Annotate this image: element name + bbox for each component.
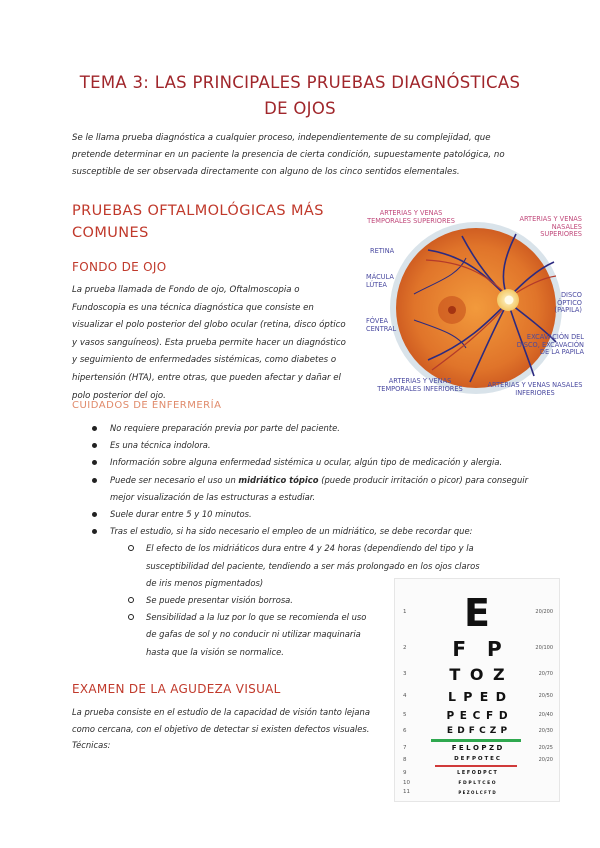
row-score: 20/70 bbox=[538, 671, 553, 677]
row-number: 4 bbox=[403, 693, 407, 699]
label-arterias-sup-temp: ARTERIAS Y VENAS TEMPORALES SUPERIORES bbox=[367, 209, 455, 225]
row-score: 20/25 bbox=[538, 745, 553, 751]
row-letters: P E C F D bbox=[446, 710, 508, 722]
cuidados-heading: CUIDADOS DE ENFERMERÍA bbox=[72, 400, 222, 411]
agudeza-paragraph bbox=[72, 704, 382, 754]
chart-row bbox=[395, 788, 559, 797]
row-score: 20/40 bbox=[538, 712, 553, 718]
label-macula: MÁCULA LÚTEA bbox=[366, 273, 394, 289]
row-number: 8 bbox=[403, 757, 407, 763]
list-item: No requiere preparación previa por parte del paciente. bbox=[92, 420, 530, 437]
chart-row bbox=[395, 665, 559, 685]
row-letters: E bbox=[464, 591, 490, 635]
fondo-paragraph: La prueba llamada de Fondo de ojo, Oftalmoscopia o Fundoscopia es una técnica diagnóstica que consiste en visualizar el polo posterior del globo ocular (retina, disco óptico y vasos sanguíneos). Esta prueba permite hacer un diagnóstico y seguimiento de enfermedades sistémicas, como diabetes o hipertensión (HTA), entre otras, que pueden afectar y dañar el polo posterior del ojo. bbox=[72, 285, 346, 401]
fundus-background bbox=[396, 228, 556, 388]
title-line-2: DE OJOS bbox=[264, 99, 336, 118]
row-letters: D E F P O T E C bbox=[454, 756, 500, 762]
row-score: 20/30 bbox=[538, 728, 553, 734]
row-letters: F P bbox=[452, 637, 502, 661]
row-letters: T O Z bbox=[449, 665, 505, 684]
chart-row bbox=[395, 709, 559, 723]
chart-row bbox=[395, 637, 559, 661]
chart-row bbox=[395, 779, 559, 788]
label-excavacion: EXCAVACIÓN DEL DISCO, EXCAVACIÓN DE LA PAPILA bbox=[516, 333, 584, 357]
row-number: 5 bbox=[403, 712, 407, 718]
section-heading: PRUEBAS OFTALMOLÓGICAS MÁS COMUNES bbox=[72, 203, 324, 241]
green-line bbox=[431, 739, 521, 742]
row-number: 2 bbox=[403, 645, 407, 651]
list-item-text: Puede ser necesario el uso un bbox=[110, 474, 239, 485]
agudeza-heading: EXAMEN DE LA AGUDEZA VISUAL bbox=[72, 682, 281, 696]
list-item: Información sobre alguna enfermedad sistémica u ocular, algún tipo de medicación y alergia. bbox=[92, 454, 530, 471]
row-score: 20/100 bbox=[535, 645, 553, 651]
row-letters: L P E D bbox=[447, 689, 507, 704]
row-score: 20/50 bbox=[538, 693, 553, 699]
row-number: 9 bbox=[403, 770, 407, 776]
chart-row bbox=[395, 725, 559, 737]
chart-row bbox=[395, 689, 559, 705]
disc-excavation bbox=[505, 296, 514, 305]
row-score: 20/20 bbox=[538, 757, 553, 763]
label-fovea: FÓVEA CENTRAL bbox=[366, 317, 397, 333]
eye-fundus-diagram bbox=[366, 206, 584, 404]
label-retina: RETINA bbox=[370, 247, 395, 255]
midriatico-bold: midriático tópico bbox=[238, 474, 319, 485]
sub-list-item: El efecto de los midriáticos dura entre 4 y 24 horas (dependiendo del tipo y la susceptibilidad del paciente, tendiendo a ser más prolongado en los ojos claros de iris menos pigmentados) bbox=[128, 540, 482, 592]
snellen-chart bbox=[394, 578, 560, 802]
list-item-text: (puede producir irritación o picor) para conseguir mejor visualización de las estructuras a estudiar. bbox=[110, 474, 529, 502]
label-arterias-inf-nas: ARTERIAS Y VENAS NASALES INFERIORES bbox=[487, 381, 583, 397]
row-letters: P E Z O L C F T D bbox=[458, 790, 496, 795]
sub-list-item: Se puede presentar visión borrosa. bbox=[128, 592, 378, 609]
row-number: 6 bbox=[403, 728, 407, 734]
list-item: Es una técnica indolora. bbox=[92, 437, 530, 454]
label-arterias-inf-temp: ARTERIAS Y VENAS TEMPORALES INFERIORES bbox=[377, 377, 463, 393]
row-letters: E D F C Z P bbox=[446, 726, 508, 736]
title-line-1: TEMA 3: LAS PRINCIPALES PRUEBAS DIAGNÓSTICAS bbox=[79, 73, 521, 92]
fondo-heading: FONDO DE OJO bbox=[72, 260, 167, 274]
tecnicas-label: Técnicas: bbox=[72, 740, 111, 750]
red-line bbox=[435, 765, 517, 767]
label-disco: DISCO ÓPTICO (PAPILA) bbox=[554, 291, 582, 315]
list-item-text: Tras el estudio, si ha sido necesario el empleo de un midriático, se debe recordar que: bbox=[110, 526, 473, 537]
chart-row bbox=[395, 755, 559, 764]
row-letters: F E L O P Z D bbox=[451, 744, 503, 752]
row-number: 7 bbox=[403, 745, 407, 751]
intro-paragraph: Se le llama prueba diagnóstica a cualquier proceso, independientemente de su complejidad, que pretende determinar en un paciente la presencia de cierta condición, supuestamente patológica, no susceptible de ser observada directamente con alguno de los cinco sentidos elementales. bbox=[72, 133, 505, 177]
fovea-spot bbox=[448, 306, 456, 314]
row-number: 1 bbox=[403, 609, 407, 615]
row-letters: F D P L T C E O bbox=[458, 781, 496, 786]
row-number: 3 bbox=[403, 671, 407, 677]
list-item: Suele durar entre 5 y 10 minutos. bbox=[92, 506, 530, 523]
row-score: 20/200 bbox=[535, 609, 553, 615]
sub-list-item: Sensibilidad a la luz por lo que se recomienda el uso de gafas de sol y no conducir ni utilizar maquinaria hasta que la visión se normalice. bbox=[128, 609, 378, 661]
row-number: 11 bbox=[403, 789, 410, 795]
row-letters: L E F O D P C T bbox=[457, 771, 497, 776]
chart-row bbox=[395, 743, 559, 753]
row-number: 10 bbox=[403, 780, 410, 786]
chart-row bbox=[395, 769, 559, 778]
label-arterias-sup-nas: ARTERIAS Y VENAS NASALES SUPERIORES bbox=[519, 215, 582, 239]
list-item bbox=[92, 472, 530, 506]
chart-row bbox=[395, 593, 559, 633]
page-title bbox=[60, 70, 540, 122]
agudeza-text: La prueba consiste en el estudio de la capacidad de visión tanto lejana como cercana, con el objetivo de detectar si existen defectos visuales. bbox=[72, 707, 370, 734]
